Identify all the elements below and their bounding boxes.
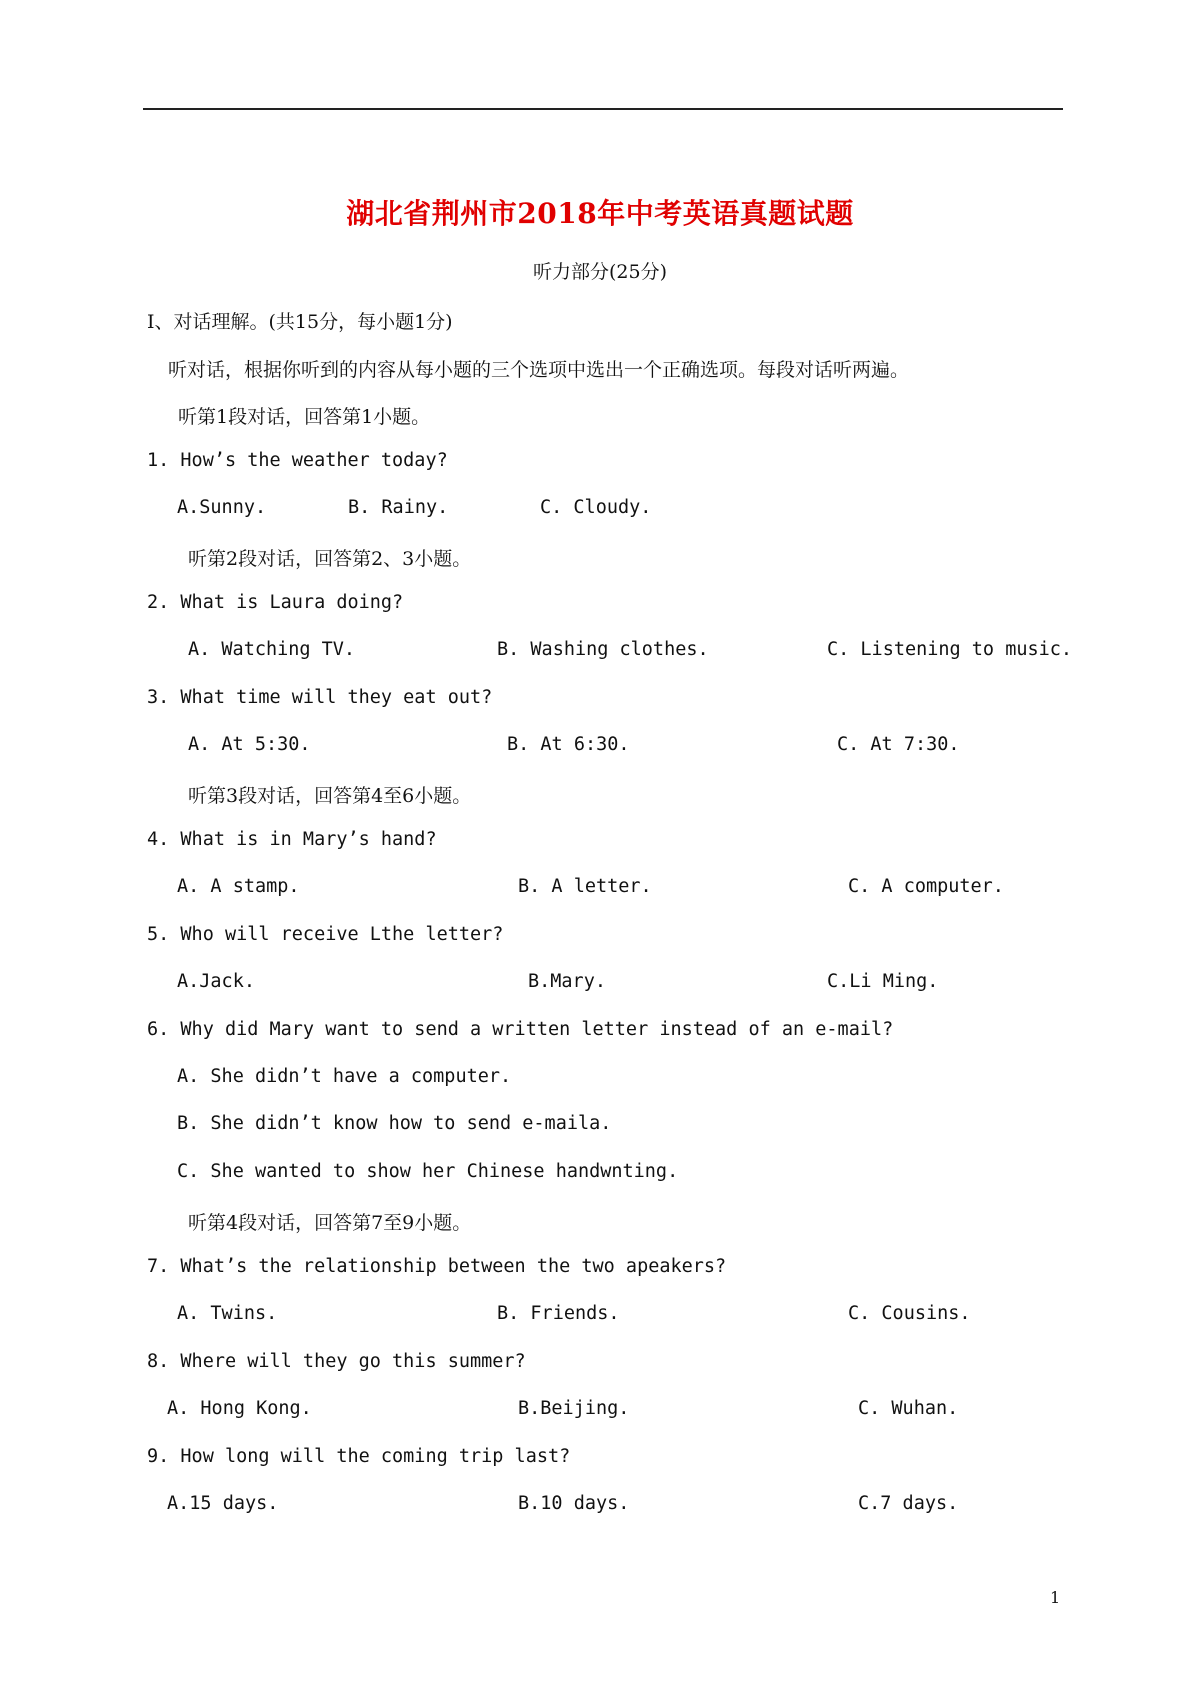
question-7: 7. What’s the relationship between the two apeakers? — [147, 1256, 727, 1277]
q7-option-b: B. Friends. — [497, 1303, 620, 1324]
q9-option-b: B.10 days. — [518, 1493, 630, 1514]
q5-option-c: C.Li Ming. — [827, 971, 939, 992]
q3-option-a: A. At 5:30. — [188, 734, 311, 755]
q4-option-b: B. A letter. — [518, 876, 652, 897]
q6-option-a: A. She didn’t have a computer. — [177, 1066, 512, 1087]
dialogue-cue-1: 听第1段对话，回答第1小题。 — [178, 406, 431, 428]
page-number: 1 — [1050, 1588, 1061, 1607]
q3-option-b: B. At 6:30. — [507, 734, 630, 755]
question-6: 6. Why did Mary want to send a written letter instead of an e-mail? — [147, 1019, 894, 1040]
question-5: 5. Who will receive Lthe letter? — [147, 924, 504, 945]
question-9: 9. How long will the coming trip last? — [147, 1446, 571, 1467]
exam-title: 湖北省荆州市2018年中考英语真题试题 — [346, 197, 854, 230]
q9-option-a: A.15 days. — [167, 1493, 279, 1514]
dialogue-cue-3: 听第3段对话，回答第4至6小题。 — [188, 785, 472, 807]
q8-option-a: A. Hong Kong. — [167, 1398, 312, 1419]
question-1: 1. How’s the weather today? — [147, 450, 448, 471]
q8-option-c: C. Wuhan. — [858, 1398, 959, 1419]
question-2: 2. What is Laura doing? — [147, 592, 404, 613]
q4-option-c: C. A computer. — [848, 876, 1004, 897]
dialogue-cue-2: 听第2段对话，回答第2、3小题。 — [188, 548, 472, 570]
q3-option-c: C. At 7:30. — [837, 734, 960, 755]
q6-option-b: B. She didn’t know how to send e-maila. — [177, 1113, 612, 1134]
q5-option-a: A.Jack. — [177, 971, 255, 992]
q2-option-a: A. Watching TV. — [188, 639, 356, 660]
section-title: 听力部分(25分) — [532, 261, 667, 283]
q4-option-a: A. A stamp. — [177, 876, 300, 897]
q1-option-a: A.Sunny. — [177, 497, 267, 518]
q2-option-c: C. Listening to music. — [827, 639, 1073, 660]
q1-option-b: B. Rainy. — [348, 497, 449, 518]
q9-option-c: C.7 days. — [858, 1493, 959, 1514]
instruction: 听对话，根据你听到的内容从每小题的三个选项中选出一个正确选项。每段对话听两遍。 — [168, 359, 910, 381]
q2-option-b: B. Washing clothes. — [497, 639, 709, 660]
question-4: 4. What is in Mary’s hand? — [147, 829, 437, 850]
dialogue-cue-4: 听第4段对话，回答第7至9小题。 — [188, 1212, 472, 1234]
q5-option-b: B.Mary. — [528, 971, 606, 992]
q7-option-a: A. Twins. — [177, 1303, 278, 1324]
q8-option-b: B.Beijing. — [518, 1398, 630, 1419]
q1-option-c: C. Cloudy. — [540, 497, 652, 518]
question-8: 8. Where will they go this summer? — [147, 1351, 526, 1372]
q6-option-c: C. She wanted to show her Chinese handwnting. — [177, 1161, 679, 1182]
question-3: 3. What time will they eat out? — [147, 687, 493, 708]
part-heading: I、对话理解。(共15分，每小题1分) — [147, 311, 453, 333]
header-rule — [143, 108, 1063, 110]
q7-option-c: C. Cousins. — [848, 1303, 971, 1324]
